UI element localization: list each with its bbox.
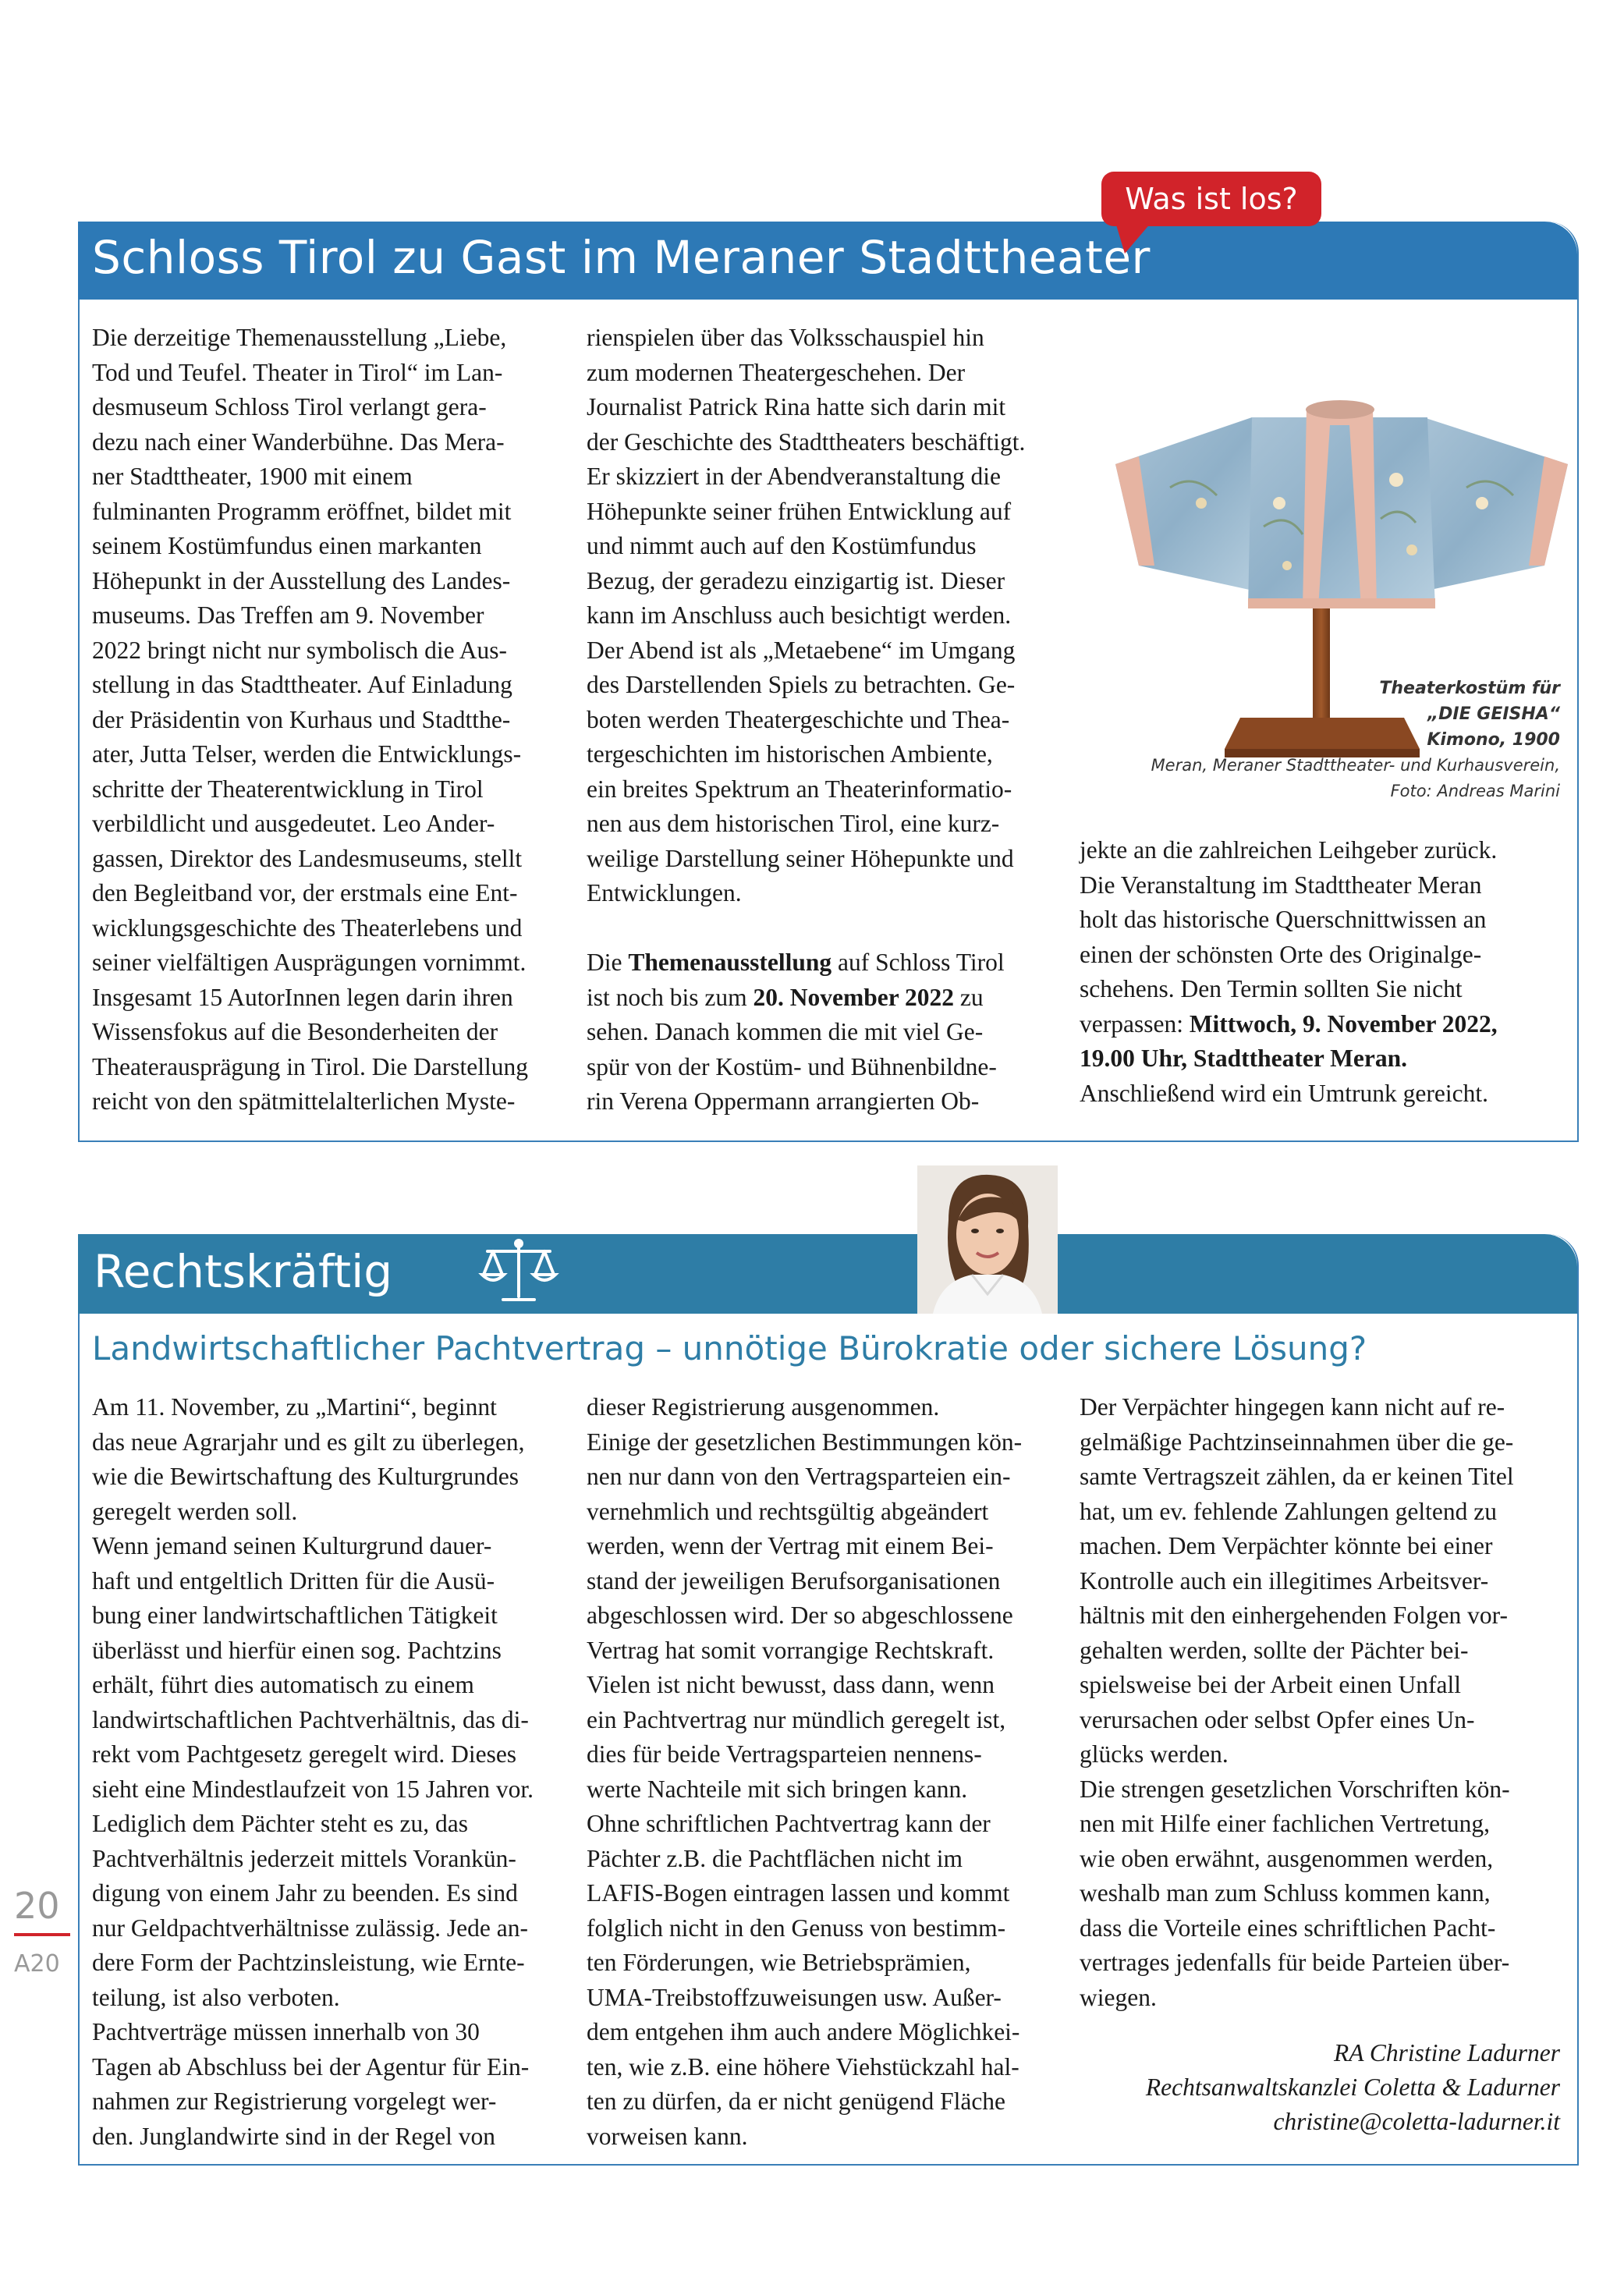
article1-column3	[1080, 833, 1498, 1111]
text-line: stand der jeweiligen Berufsorganisationen	[587, 1566, 1001, 1595]
text-line: stellung in das Stadttheater. Auf Einladung	[92, 671, 512, 698]
text-line: spür von der Kostüm- und Bühnenbildne-	[587, 1052, 997, 1080]
text-line: schritte der Theaterentwicklung in Tirol	[92, 775, 484, 803]
text-line: Theaterausprägung in Tirol. Die Darstellung	[92, 1052, 529, 1080]
article1-column2	[587, 321, 1025, 1119]
text-line: nur Geldpachtverhältnisse zulässig. Jede an-	[92, 1914, 528, 1942]
speech-bubble-tail	[1115, 222, 1151, 254]
text-line: hältnis mit den einhergehenden Folgen vor-	[1080, 1602, 1509, 1629]
text-line	[1080, 1041, 1498, 1077]
text-line: vernehmlich und rechtsgültig abgeändert	[587, 1497, 989, 1525]
text-line: machen. Dem Verpächter könnte bei einer	[1080, 1532, 1493, 1559]
text-line: werte Nachteile mit sich bringen kann.	[587, 1775, 968, 1803]
text-line: dies für beide Vertragsparteien nennens-	[587, 1740, 982, 1768]
text-line: gassen, Direktor des Landesmuseums, stellt	[92, 844, 523, 872]
text-line: dem entgehen ihm auch andere Möglichkei-	[587, 2018, 1020, 2045]
text-line: Einige der gesetzlichen Bestimmungen kön-	[587, 1428, 1023, 1456]
text-line: verursachen oder selbst Opfer eines Un-	[1080, 1705, 1475, 1733]
text-line: Die Veranstaltung im Stadttheater Meran	[1080, 871, 1482, 899]
text-line: wicklungsgeschichte des Theaterlebens und	[92, 913, 523, 942]
text-line: erhält, führt dies automatisch zu einem	[92, 1671, 474, 1698]
text-line: Höhepunkte seiner frühen Entwicklung auf	[587, 497, 1012, 525]
text-line: tergeschichten im historischen Ambiente,	[587, 740, 993, 768]
article1-header	[78, 222, 1577, 300]
text-line: jekte an die zahlreichen Leihgeber zurück.	[1080, 836, 1498, 864]
article1-column1	[92, 321, 528, 1119]
text-line: gelmäßige Pachtzinseinnahmen über die ge-	[1080, 1428, 1514, 1456]
text-line: Der Verpächter hingegen kann nicht auf re-	[1080, 1393, 1505, 1421]
text-line: spielsweise bei der Arbeit einen Unfall	[1080, 1671, 1461, 1698]
text-line: fulminanten Programm eröffnet, bildet mit	[92, 497, 512, 525]
text-line: Höhepunkt in der Ausstellung des Landes-	[92, 566, 511, 594]
text-line: Pächter z.B. die Pachtflächen nicht im	[587, 1844, 963, 1872]
article2-subtitle: Landwirtschaftlicher Pachtvertrag – unnötige Bürokratie oder sichere Lösung?	[92, 1329, 1367, 1368]
text-line: gehalten werden, sollte der Pächter bei-	[1080, 1636, 1469, 1664]
text-line: LAFIS-Bogen eintragen lassen und kommt	[587, 1879, 1010, 1907]
text-line: sieht eine Mindestlaufzeit von 15 Jahren vor.	[92, 1775, 534, 1803]
article1-title: Schloss Tirol zu Gast im Meraner Stadttheater	[92, 231, 1151, 284]
text-line: ten Förderungen, wie Betriebsprämien,	[587, 1949, 971, 1976]
text-line: wie oben erwähnt, ausgenommen werden,	[1080, 1844, 1494, 1872]
text-line: Die derzeitige Themenausstellung „Liebe,	[92, 324, 507, 351]
text-line: rekt vom Pachtgesetz geregelt wird. Dieses	[92, 1740, 517, 1768]
text-line: dezu nach einer Wanderbühne. Das Mera-	[92, 427, 505, 456]
image-caption	[1076, 676, 1560, 804]
text-line: Vertrag hat somit vorrangige Rechtskraft.	[587, 1636, 995, 1664]
author-portrait	[917, 1165, 1058, 1314]
text-line: haft und entgeltlich Dritten für die Ausü-	[92, 1566, 495, 1595]
text-line: Anschließend wird ein Umtrunk gereicht.	[1080, 1079, 1488, 1107]
text-line: desmuseum Schloss Tirol verlangt gera-	[92, 393, 487, 420]
caption-line: „DIE GEISHA“	[1427, 704, 1560, 724]
text-line: zum modernen Theatergeschehen. Der	[587, 358, 966, 386]
text-line: dass die Vorteile eines schriftlichen Pacht-	[1080, 1914, 1496, 1942]
text-line: sehen. Danach kommen die mit viel Ge-	[587, 1018, 984, 1045]
bold-text: Themenausstellung	[628, 949, 832, 976]
text-line: der Geschichte des Stadttheaters beschäftigt.	[587, 427, 1026, 456]
caption-line: Meran, Meraner Stadttheater- und Kurhausverein,	[1151, 756, 1560, 775]
text-line: Kontrolle auch ein illegitimes Arbeitsver-	[1080, 1566, 1489, 1595]
text-line: landwirtschaftlichen Pachtverhältnis, das di-	[92, 1705, 529, 1733]
bold-text: Mittwoch, 9. November 2022,	[1189, 1009, 1498, 1038]
text-line: abgeschlossen wird. Der so abgeschlossene	[587, 1602, 1013, 1629]
author-firm: Rechtsanwaltskanzlei Coletta & Ladurner	[1145, 2073, 1560, 2101]
caption-line: Theaterkostüm für	[1379, 679, 1560, 698]
text-line: Entwicklungen.	[587, 879, 742, 906]
text-line: ner Stadttheater, 1900 mit einem	[92, 463, 413, 490]
page-number-rule	[14, 1933, 70, 1936]
bold-text: 19.00 Uhr, Stadttheater Meran.	[1080, 1045, 1407, 1072]
article2-column3	[1080, 1390, 1514, 2015]
text-line: dere Form der Pachtzinsleistung, wie Ernte-	[92, 1949, 525, 1976]
page-number: 20	[14, 1885, 60, 1927]
article2-column2	[587, 1390, 1022, 2154]
caption-line: Kimono, 1900	[1427, 730, 1560, 750]
text-line: Wissensfokus auf die Besonderheiten der	[92, 1018, 498, 1045]
text-line: ein breites Spektrum an Theaterinformatio-	[587, 775, 1012, 803]
author-email[interactable]: christine@coletta-ladurner.it	[1273, 2108, 1560, 2135]
text-line: Am 11. November, zu „Martini“, beginnt	[92, 1393, 497, 1421]
text-line: der Präsidentin von Kurhaus und Stadtthe-	[92, 705, 511, 733]
text-line: ist noch bis zum 20. November 2022 zu	[587, 983, 984, 1011]
text-line: werden, wenn der Vertrag mit einem Bei-	[587, 1532, 994, 1559]
text-line: digung von einem Jahr zu beenden. Es sind	[92, 1879, 518, 1907]
text-line: Pachtverhältnis jederzeit mittels Vorankün-	[92, 1844, 516, 1872]
text-line: des Darstellenden Spiels zu betrachten. Ge-	[587, 671, 1016, 698]
text-line: rin Verena Oppermann arrangierten Ob-	[587, 1087, 980, 1115]
text-line: Wenn jemand seinen Kulturgrund dauer-	[92, 1532, 492, 1559]
text-line: bung einer landwirtschaftlichen Tätigkeit	[92, 1602, 498, 1629]
text-line: nen mit Hilfe einer fachlichen Vertretung,	[1080, 1810, 1490, 1837]
text-line: Tagen ab Abschluss bei der Agentur für Ein-	[92, 2052, 530, 2081]
text-line: boten werden Theatergeschichte und Thea-	[587, 705, 1010, 733]
text-line: ten zu dürfen, da er nicht genügend Fläche	[587, 2088, 1006, 2115]
text-line: museums. Das Treffen am 9. November	[92, 601, 484, 629]
text-line: hat, um ev. fehlende Zahlungen geltend zu	[1080, 1497, 1498, 1525]
text-line: geregelt werden soll.	[92, 1497, 298, 1525]
text-line: holt das historische Querschnittwissen an	[1080, 906, 1487, 933]
author-signature	[1076, 2036, 1560, 2139]
text-line: den Begleitband vor, der erstmals eine Ent-	[92, 879, 518, 906]
text-line: und nimmt auch auf den Kostümfundus	[587, 532, 977, 559]
paragraph-gap	[587, 911, 1025, 946]
text-line: 2022 bringt nicht nur symbolisch die Aus-	[92, 636, 507, 664]
text-line: folglich nicht in den Genuss von bestimm-	[587, 1914, 1006, 1942]
text-line: nahmen zur Registrierung vorgelegt wer-	[92, 2088, 497, 2115]
text-line: nen nur dann von den Vertragsparteien ein-	[587, 1463, 1011, 1490]
text-line: samte Vertragszeit zählen, da er keinen Titel	[1080, 1463, 1514, 1490]
section-badge: Was ist los?	[1101, 172, 1321, 226]
text-line: glücks werden.	[1080, 1740, 1229, 1768]
text-line: ater, Jutta Telser, werden die Entwicklungs-	[92, 740, 522, 768]
text-line: Lediglich dem Pächter steht es zu, das	[92, 1810, 468, 1837]
text-line: Tod und Teufel. Theater in Tirol“ im Lan-	[92, 358, 503, 386]
text-line: Ohne schriftlichen Pachtvertrag kann der	[587, 1810, 991, 1837]
text-line: ein Pachtvertrag nur mündlich geregelt ist,	[587, 1705, 1006, 1733]
section-title: Rechtskräftig	[94, 1245, 393, 1298]
text-line: UMA-Treibstoffzuweisungen usw. Außer-	[587, 1983, 1002, 2011]
text-line: weilige Darstellung seiner Höhepunkte und	[587, 844, 1014, 872]
text-line: Vielen ist nicht bewusst, dass dann, wenn	[587, 1671, 995, 1698]
text-line: das neue Agrarjahr und es gilt zu überlegen,	[92, 1428, 525, 1456]
text-line: wiegen.	[1080, 1983, 1157, 2011]
article2-header	[78, 1234, 1577, 1314]
scales-of-justice-icon	[476, 1234, 562, 1312]
text-line: überlässt und hierfür einen sog. Pachtzins	[92, 1636, 502, 1664]
text-line: Er skizziert in der Abendveranstaltung die	[587, 463, 1001, 490]
text-line: Insgesamt 15 AutorInnen legen darin ihren	[92, 983, 513, 1011]
text-line: vertrages jedenfalls für beide Parteien über-	[1080, 1949, 1510, 1976]
text-line: teilung, ist also verboten.	[92, 1983, 340, 2011]
text-line: reicht von den spätmittelalterlichen Myste-	[92, 1087, 516, 1115]
author-name: RA Christine Ladurner	[1334, 2039, 1560, 2066]
text-line: Pachtverträge müssen innerhalb von 30	[92, 2018, 480, 2045]
text-line: ten, wie z.B. eine höhere Viehstückzahl hal-	[587, 2052, 1019, 2081]
text-line: rienspielen über das Volksschauspiel hin	[587, 324, 984, 351]
text-line: Bezug, der geradezu einzigartig ist. Dieser	[587, 566, 1005, 594]
text-line: nen aus dem historischen Tirol, eine kurz-	[587, 810, 1000, 837]
caption-line: Foto: Andreas Marini	[1390, 782, 1560, 800]
text-line: verbildlicht und ausgedeutet. Leo Ander-	[92, 810, 495, 837]
page-code: A20	[14, 1950, 60, 1978]
text-line: seinem Kostümfundus einen markanten	[92, 532, 482, 559]
text-line: schehens. Den Termin sollten Sie nicht	[1080, 975, 1463, 1002]
text-line: Die strengen gesetzlichen Vorschriften kön-	[1080, 1775, 1510, 1803]
text-line: kann im Anschluss auch besichtigt werden.	[587, 601, 1012, 629]
text-line: vorweisen kann.	[587, 2122, 748, 2150]
text-line: verpassen: Mittwoch, 9. November 2022,	[1080, 1009, 1498, 1038]
text-line: den. Junglandwirte sind in der Regel von	[92, 2122, 496, 2150]
text-line: seiner vielfältigen Ausprägungen vornimmt.	[92, 949, 527, 976]
text-line: dieser Registrierung ausgenommen.	[587, 1393, 940, 1421]
article2-column1	[92, 1390, 534, 2154]
bold-text: 20. November 2022	[753, 983, 955, 1011]
text-line: Journalist Patrick Rina hatte sich darin mit	[587, 393, 1006, 420]
text-line: wie die Bewirtschaftung des Kulturgrundes	[92, 1463, 519, 1490]
text-line: weshalb man zum Schluss kommen kann,	[1080, 1879, 1491, 1907]
text-line: Die Themenausstellung auf Schloss Tirol	[587, 949, 1005, 976]
text-line: Der Abend ist als „Metaebene“ im Umgang	[587, 636, 1016, 664]
text-line: einen der schönsten Orte des Originalge-	[1080, 940, 1482, 968]
